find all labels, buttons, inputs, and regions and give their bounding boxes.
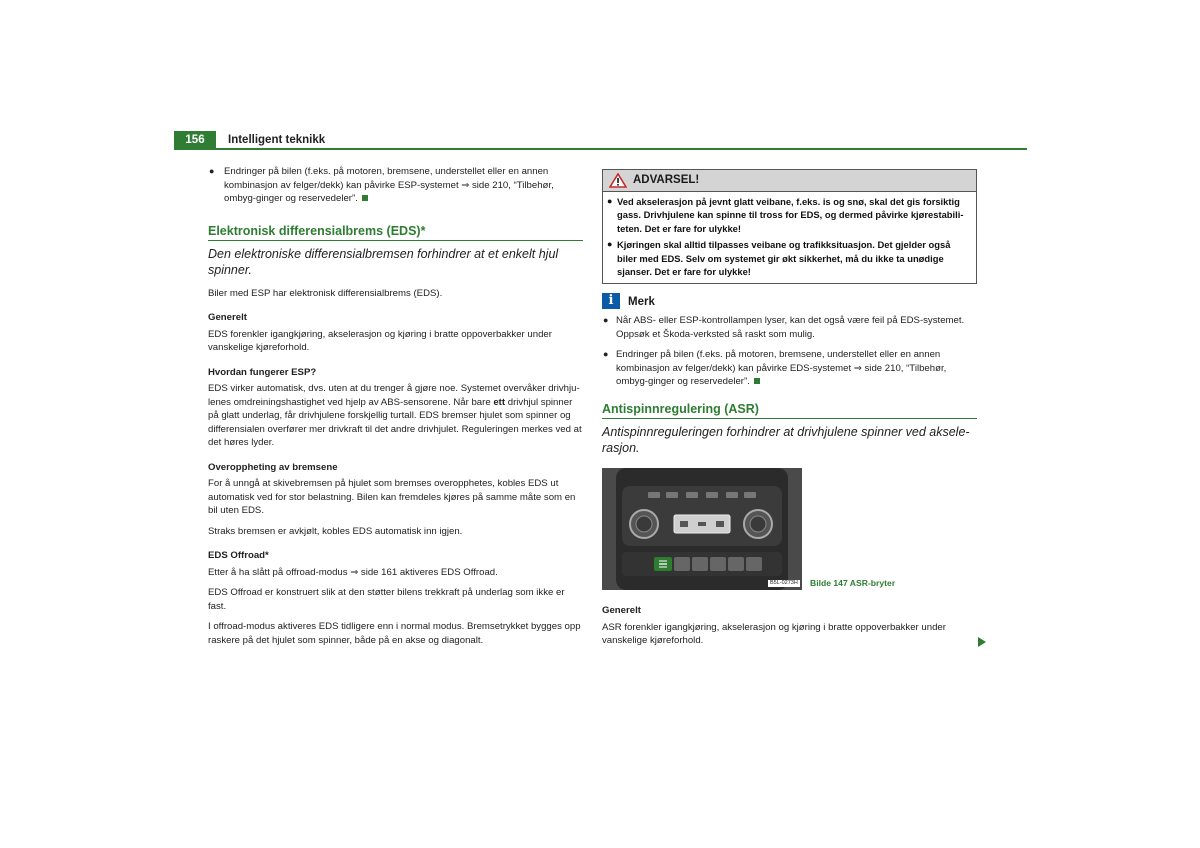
paragraph: Etter å ha slått på offroad-modus ⇒ side 161 aktiveres EDS Offroad.	[208, 566, 498, 578]
paragraph: For å unngå at skivebremsen på hjulet som bremses overopphetes, kobles EDS ut automatisk ved for stor belastning. Bilen kan fremdeles kjøres på samme måte som en bil uten EDS.	[208, 478, 576, 516]
bullet-dot: ●	[209, 166, 215, 176]
paragraph: I offroad-modus aktiveres EDS tidligere enn i normal modus. Bremsetrykket bygges opp raskere på det hjulet som spinner, både på en akse og diagonalt.	[208, 621, 581, 646]
warning-body	[603, 192, 976, 283]
note-item	[602, 348, 977, 389]
subheading-generelt: Generelt	[208, 312, 247, 323]
warning-header	[603, 170, 976, 192]
page-number: 156	[174, 131, 216, 149]
subheading-overheat: Overoppheting av bremsene	[208, 461, 338, 473]
warning-text: Kjøringen skal alltid tilpasses veibane og trafikksituasjon. Det gjelder også biler med EDS. Selv om systemet gir økt sikkerhet, må du ikke ta unødige sjanser. Det er fare for ulykke!	[617, 239, 951, 278]
asr-general	[602, 604, 977, 655]
warning-label: ADVARSEL!	[633, 174, 700, 186]
bullet-item	[208, 165, 583, 206]
paragraph: Straks bremsen er avkjølt, kobles EDS automatisk inn igjen.	[208, 525, 463, 537]
bullet-dot: ●	[603, 315, 609, 325]
warning-box	[602, 169, 977, 284]
section-intro: Den elektroniske differensialbremsen forhindrer at et enkelt hjul spinner.	[208, 246, 559, 277]
bullet-dot: ●	[603, 349, 609, 359]
right-column	[602, 314, 977, 465]
paragraph: EDS Offroad er konstruert slik at den støtter bilens trekkraft på underlag som ikke er fast.	[208, 587, 565, 612]
bullet-dot: ●	[607, 196, 613, 206]
warning-item	[607, 238, 972, 278]
bullet-text: Endringer på bilen (f.eks. på motoren, bremsene, understellet eller en annen kombinasjon av felger/dekk) kan påvirke ESP-systemet ⇒ side 210, “Tilbehør, ombyg-ginger og reservedeler”.	[224, 166, 554, 204]
bold-text: ett	[493, 396, 506, 408]
note-text: Når ABS- eller ESP-kontrollampen lyser, kan det også være feil på EDS-systemet. Oppsøk et Škoda-verksted så raskt som mulig.	[616, 315, 965, 340]
header-rule	[174, 148, 1027, 150]
warning-item	[607, 195, 972, 235]
section-heading-asr: Antispinnregulering (ASR)	[602, 401, 977, 419]
subheading-generelt: Generelt	[602, 605, 641, 616]
info-icon: i	[602, 293, 620, 309]
warning-triangle-icon	[609, 173, 627, 188]
paragraph: EDS forenkler igangkjøring, akselerasjon og kjøring i bratte oppoverbakker under vanskelige kjøreforhold.	[208, 328, 552, 353]
paragraph	[208, 382, 583, 450]
text-span: drivhjul spinner på glatt underlag, får drivhjulene forskjellig turtall. EDS bremser hjulet som spinner og differensialen overfører mer drivkraft til det andre drivhjulet. Reguleringen merkes ved at det høres lyder.	[208, 396, 582, 448]
chapter-title: Intelligent teknikk	[228, 134, 326, 146]
section-intro: Antispinnreguleringen forhindrer at drivhjulene spinner ved aksele-rasjon.	[602, 424, 970, 455]
paragraph: ASR forenkler igangkjøring, akselerasjon og kjøring i bratte oppoverbakker under vanskelige kjøreforhold.	[602, 621, 946, 646]
text-span: EDS virker automatisk, dvs. uten at du trenger å gjøre noe. Systemet overvåker drivhju-lenes omdreiningshastighet ved hjelp av ABS-sensorene. Når bare	[208, 383, 580, 408]
note-item	[602, 314, 977, 341]
section-end-marker	[362, 195, 368, 201]
subheading-offroad: EDS Offroad*	[208, 550, 269, 561]
section-end-marker	[754, 378, 760, 384]
bullet-dot: ●	[607, 239, 613, 250]
note-label: Merk	[628, 296, 655, 308]
asr-switch-figure	[602, 468, 802, 590]
figure-code: B5L-0273H	[770, 580, 798, 586]
note-text: Endringer på bilen (f.eks. på motoren, bremsene, understellet eller en annen kombinasjon av felger/dekk) kan påvirke EDS-systemet ⇒ side 210, “Tilbehør, ombyg-ginger og reservedeler”.	[616, 349, 947, 387]
figure-caption: Bilde 147 ASR-bryter	[810, 578, 896, 588]
left-column	[208, 165, 583, 654]
paragraph: Biler med ESP har elektronisk differensialbrems (EDS).	[208, 287, 443, 299]
section-heading-eds: Elektronisk differensialbrems (EDS)*	[208, 223, 583, 241]
subheading-how: Hvordan fungerer ESP?	[208, 366, 317, 378]
warning-text: Ved akselerasjon på jevnt glatt veibane, f.eks. is og snø, skal det gis forsiktig gass. Drivhjulene kan spinne til tross for EDS, og dermed påvirke kjørestabili-teten. Det er fare for ulykke!	[617, 196, 964, 234]
dashboard-illustration	[602, 468, 802, 590]
next-page-arrow-icon	[978, 637, 986, 647]
